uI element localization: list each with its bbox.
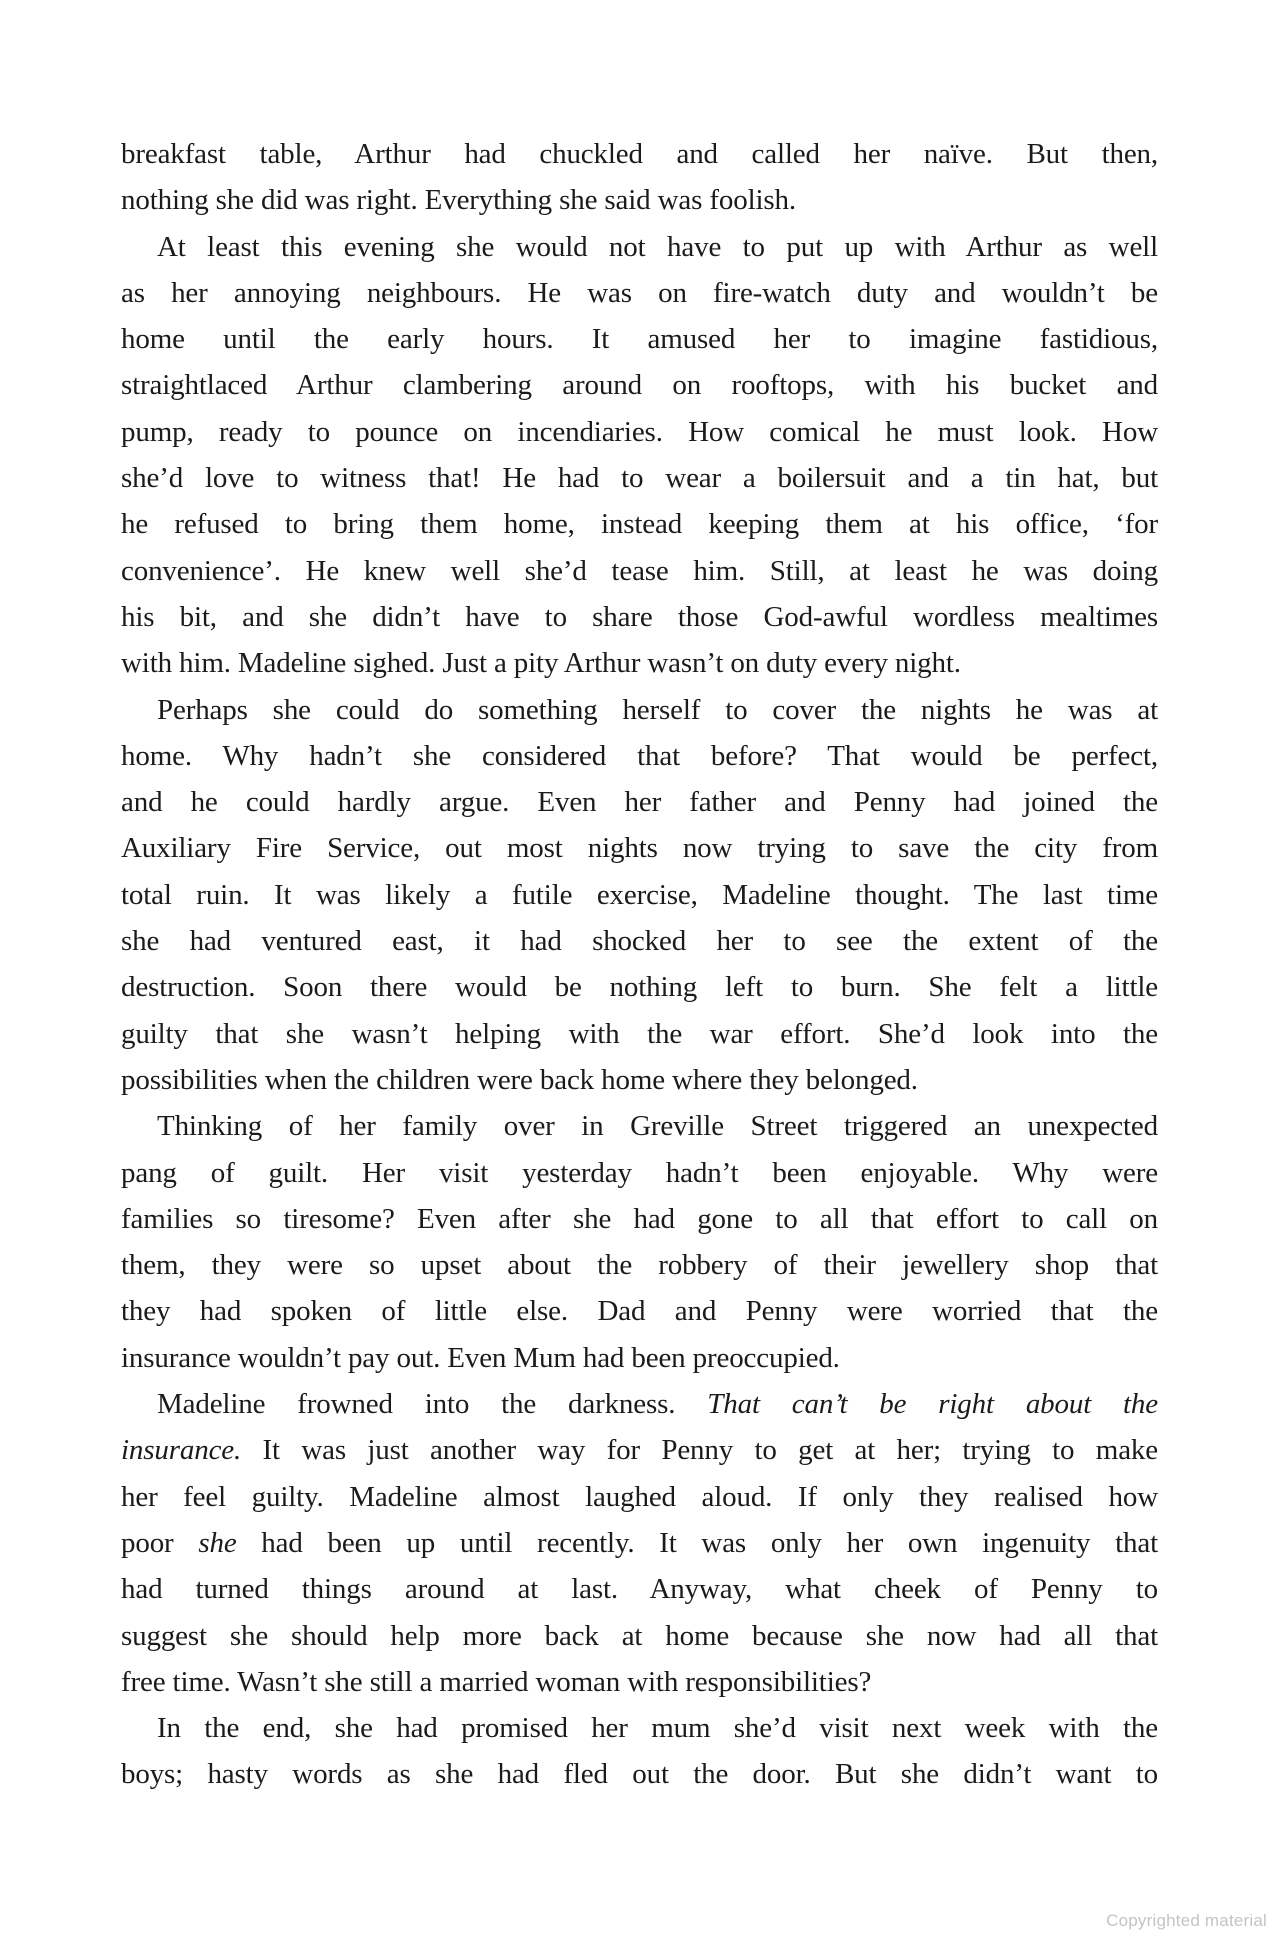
italic-text-segment: she bbox=[198, 1526, 237, 1559]
text-line bbox=[121, 177, 1158, 223]
text-segment: with him. Madeline sighed. Just a pity Arthur wasn’t on duty every night. bbox=[121, 647, 961, 680]
text-segment: possibilities when the children were back home where they belonged. bbox=[121, 1063, 918, 1096]
text-segment: and he could hardly argue. Even her father and Penny had joined the bbox=[121, 786, 1158, 819]
text-line bbox=[121, 918, 1158, 964]
text-line bbox=[121, 779, 1158, 825]
text-line bbox=[121, 1288, 1158, 1334]
text-line bbox=[121, 1242, 1158, 1288]
text-segment: destruction. Soon there would be nothing left to burn. She felt a little bbox=[121, 971, 1158, 1004]
italic-text-segment: insurance. bbox=[121, 1434, 242, 1467]
text-line bbox=[121, 1613, 1158, 1659]
text-segment: total ruin. It was likely a futile exercise, Madeline thought. The last time bbox=[121, 878, 1158, 911]
text-segment: suggest she should help more back at home because she now had all that bbox=[121, 1619, 1158, 1652]
text-line bbox=[121, 1520, 1158, 1566]
text-segment: free time. Wasn’t she still a married woman with responsibilities? bbox=[121, 1665, 872, 1698]
text-line bbox=[121, 1057, 1158, 1103]
text-line bbox=[121, 1103, 1158, 1149]
text-line bbox=[121, 733, 1158, 779]
text-segment: pump, ready to pounce on incendiaries. How comical he must look. How bbox=[121, 415, 1158, 448]
page-text bbox=[121, 131, 1158, 1798]
text-segment: them, they were so upset about the robbery of their jewellery shop that bbox=[121, 1249, 1158, 1282]
text-segment: nothing she did was right. Everything she said was foolish. bbox=[121, 184, 796, 217]
text-line bbox=[121, 270, 1158, 316]
text-line bbox=[121, 1427, 1158, 1473]
paragraph bbox=[121, 1705, 1158, 1798]
text-line bbox=[121, 1751, 1158, 1797]
text-segment: straightlaced Arthur clambering around on rooftops, with his bucket and bbox=[121, 369, 1158, 402]
text-segment: had turned things around at last. Anyway, what cheek of Penny to bbox=[121, 1573, 1158, 1606]
text-line bbox=[121, 1659, 1158, 1705]
text-segment: breakfast table, Arthur had chuckled and called her naïve. But then, bbox=[121, 138, 1158, 170]
paragraph bbox=[121, 131, 1158, 224]
text-segment: home until the early hours. It amused her to imagine fastidious, bbox=[121, 323, 1158, 356]
text-segment: his bit, and she didn’t have to share those God-awful wordless mealtimes bbox=[121, 600, 1158, 633]
text-line bbox=[121, 594, 1158, 640]
text-segment: Madeline frowned into the darkness. bbox=[157, 1388, 708, 1421]
text-segment: At least this evening she would not have to put up with Arthur as well bbox=[157, 230, 1158, 263]
text-line bbox=[121, 1566, 1158, 1612]
copyright-notice: Copyrighted material bbox=[1106, 1911, 1267, 1930]
text-line bbox=[121, 316, 1158, 362]
text-line bbox=[121, 1705, 1158, 1751]
text-segment: insurance wouldn’t pay out. Even Mum had been preoccupied. bbox=[121, 1341, 840, 1374]
paragraph bbox=[121, 687, 1158, 1104]
text-segment: guilty that she wasn’t helping with the war effort. She’d look into the bbox=[121, 1017, 1158, 1050]
text-line bbox=[121, 1011, 1158, 1057]
text-segment: pang of guilt. Her visit yesterday hadn’t been enjoyable. Why were bbox=[121, 1156, 1158, 1189]
text-segment: In the end, she had promised her mum she’d visit next week with the bbox=[157, 1712, 1158, 1745]
text-line bbox=[121, 409, 1158, 455]
paragraph bbox=[121, 224, 1158, 687]
text-line bbox=[121, 501, 1158, 547]
text-line bbox=[121, 825, 1158, 871]
text-segment: her feel guilty. Madeline almost laughed aloud. If only they realised how bbox=[121, 1480, 1158, 1513]
text-segment: she’d love to witness that! He had to wear a boilersuit and a tin hat, but bbox=[121, 462, 1158, 495]
paragraph bbox=[121, 1103, 1158, 1381]
text-segment: Auxiliary Fire Service, out most nights now trying to save the city from bbox=[121, 832, 1158, 865]
text-segment: boys; hasty words as she had fled out the door. But she didn’t want to bbox=[121, 1758, 1158, 1791]
text-line bbox=[121, 964, 1158, 1010]
text-line bbox=[121, 131, 1158, 177]
text-segment: he refused to bring them home, instead keeping them at his office, ‘for bbox=[121, 508, 1158, 541]
text-line bbox=[121, 362, 1158, 408]
text-line bbox=[121, 548, 1158, 594]
text-segment: they had spoken of little else. Dad and Penny were worried that the bbox=[121, 1295, 1158, 1328]
text-line bbox=[121, 1335, 1158, 1381]
text-segment: as her annoying neighbours. He was on fire-watch duty and wouldn’t be bbox=[121, 276, 1158, 309]
text-line bbox=[121, 1474, 1158, 1520]
text-segment: home. Why hadn’t she considered that before? That would be perfect, bbox=[121, 739, 1158, 772]
italic-text-segment: That can’t be right about the bbox=[707, 1388, 1159, 1421]
text-segment: It was just another way for Penny to get at her; trying to make bbox=[241, 1434, 1158, 1467]
text-segment: families so tiresome? Even after she had gone to all that effort to call on bbox=[121, 1202, 1158, 1235]
text-line bbox=[121, 1196, 1158, 1242]
text-line bbox=[121, 1150, 1158, 1196]
text-line bbox=[121, 640, 1158, 686]
text-segment: convenience’. He knew well she’d tease him. Still, at least he was doing bbox=[121, 554, 1158, 587]
text-segment: poor bbox=[121, 1526, 199, 1559]
text-line bbox=[121, 455, 1158, 501]
text-line bbox=[121, 224, 1158, 270]
text-segment: had been up until recently. It was only her own ingenuity that bbox=[236, 1526, 1158, 1559]
paragraph bbox=[121, 1381, 1158, 1705]
text-segment: she had ventured east, it had shocked her to see the extent of the bbox=[121, 925, 1158, 958]
text-segment: Perhaps she could do something herself to cover the nights he was at bbox=[157, 693, 1158, 726]
text-line bbox=[121, 1381, 1158, 1427]
text-line bbox=[121, 872, 1158, 918]
text-segment: Thinking of her family over in Greville Street triggered an unexpected bbox=[157, 1110, 1158, 1143]
text-line bbox=[121, 687, 1158, 733]
